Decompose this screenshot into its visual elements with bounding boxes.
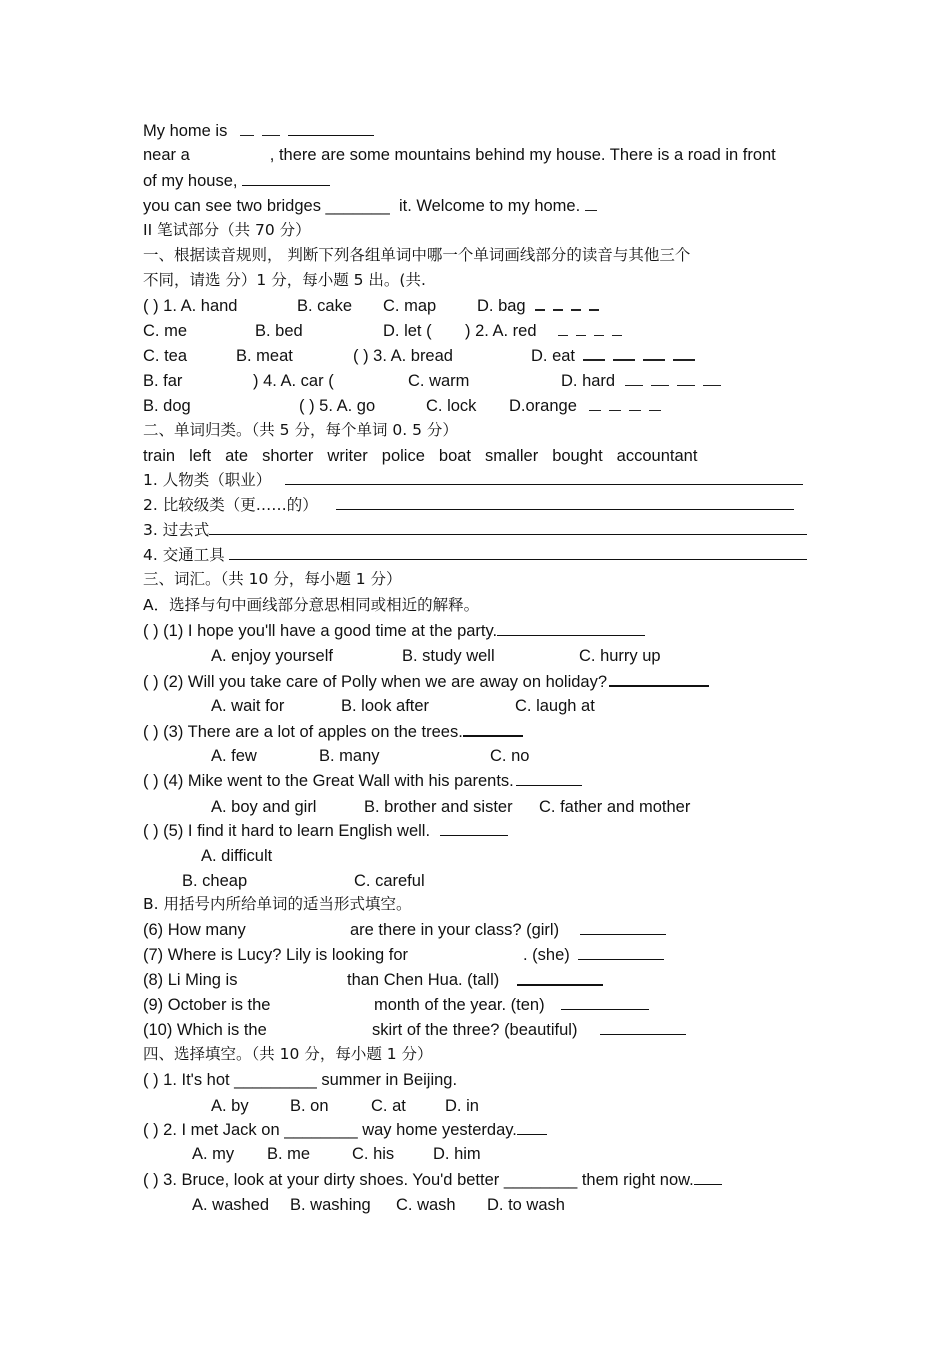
fill-q8: (8) Li Ming is than Chen Hua. (tall): [143, 970, 743, 990]
choice-q1-options: A. by B. on C. at D. in: [211, 1097, 479, 1115]
intro-line-4: you can see two bridges _______ it. Welcome to my home.: [143, 196, 605, 216]
choice-q2: ( ) 2. I met Jack on ________ way home yesterday.: [143, 1120, 547, 1140]
vocab-q5-options: B. cheap C. careful: [182, 872, 425, 890]
intro-line-3: of my house,: [143, 171, 330, 191]
choice-q3: ( ) 3. Bruce, look at your dirty shoes. You'd better ________ them right now.: [143, 1170, 722, 1190]
sec2-title: 二、单词归类。（共 5 分，每个单词 0. 5 分）: [143, 421, 458, 439]
sec1-row-2: C. me B. bed D. let ( ) 2. A. red: [143, 321, 843, 341]
vocab-q5: ( ) (5) I find it hard to learn English well.: [143, 821, 508, 841]
sec1-title-b: 不同，请选 分）1 分，每小题 5 出。(共.: [143, 271, 426, 289]
part2-title: II 笔试部分（共 70 分）: [143, 221, 311, 239]
vocab-q3: ( ) (3) There are a lot of apples on the trees.: [143, 721, 523, 742]
fill-q7: (7) Where is Lucy? Lily is looking for . (she): [143, 945, 743, 965]
choice-q2-options: A. my B. me C. his D. him: [192, 1145, 481, 1163]
sec1-row-5: B. dog ( ) 5. A. go C. lock D.orange: [143, 396, 843, 416]
vocab-q1: ( ) (1) I hope you'll have a good time at the party.: [143, 621, 645, 641]
vocab-q2: ( ) (2) Will you take care of Polly when we are away on holiday?: [143, 671, 709, 692]
vocab-q1-options: A. enjoy yourself B. study well C. hurry up: [211, 647, 661, 665]
vocab-q5-option-a: A. difficult: [201, 847, 273, 865]
category-1: 1. 人物类（职业）: [143, 470, 803, 490]
vocab-q4-options: A. boy and girl B. brother and sister C. father and mother: [211, 798, 691, 816]
intro-line-2: near a , there are some mountains behind my house. There is a road in front: [143, 146, 776, 164]
intro-text: My home is: [143, 122, 228, 140]
category-4: 4. 交通工具: [143, 545, 807, 565]
sec1-row-1: ( ) 1. A. hand B. cake C. map D. bag: [143, 296, 843, 316]
vocab-q3-options: A. few B. many C. no: [211, 747, 530, 765]
category-2: 2. 比较级类（更……的）: [143, 495, 794, 515]
choice-q1: ( ) 1. It's hot _________ summer in Beijing.: [143, 1071, 458, 1089]
word-bank: train left ate shorter writer police boat smaller bought accountant: [143, 447, 698, 465]
fill-q9: (9) October is the month of the year. (ten): [143, 995, 743, 1015]
sec3-title: 三、词汇。（共 10 分，每小题 1 分）: [143, 570, 402, 588]
sec3-a-title: A．选择与句中画线部分意思相同或相近的解释。: [143, 596, 480, 614]
sec1-row-4: B. far ) 4. A. car ( C. warm D. hard: [143, 371, 843, 391]
vocab-q4: ( ) (4) Mike went to the Great Wall with his parents.: [143, 771, 582, 791]
sec1-row-3: C. tea B. meat ( ) 3. A. bread D. eat: [143, 346, 843, 366]
intro-line-1: [143, 121, 374, 141]
sec3-b-title: B. 用括号内所给单词的适当形式填空。: [143, 895, 412, 913]
sec4-title: 四、选择填空。（共 10 分，每小题 1 分）: [143, 1045, 433, 1063]
fill-q10: (10) Which is the skirt of the three? (beautiful): [143, 1020, 743, 1040]
category-3: 3. 过去式: [143, 520, 807, 540]
fill-q6: (6) How many are there in your class? (girl): [143, 920, 743, 940]
sec1-title-a: 一、根据读音规则， 判断下列各组单词中哪一个单词画线部分的读音与其他三个: [143, 246, 691, 264]
vocab-q2-options: A. wait for B. look after C. laugh at: [211, 697, 595, 715]
choice-q3-options: A. washed B. washing C. wash D. to wash: [192, 1196, 565, 1214]
